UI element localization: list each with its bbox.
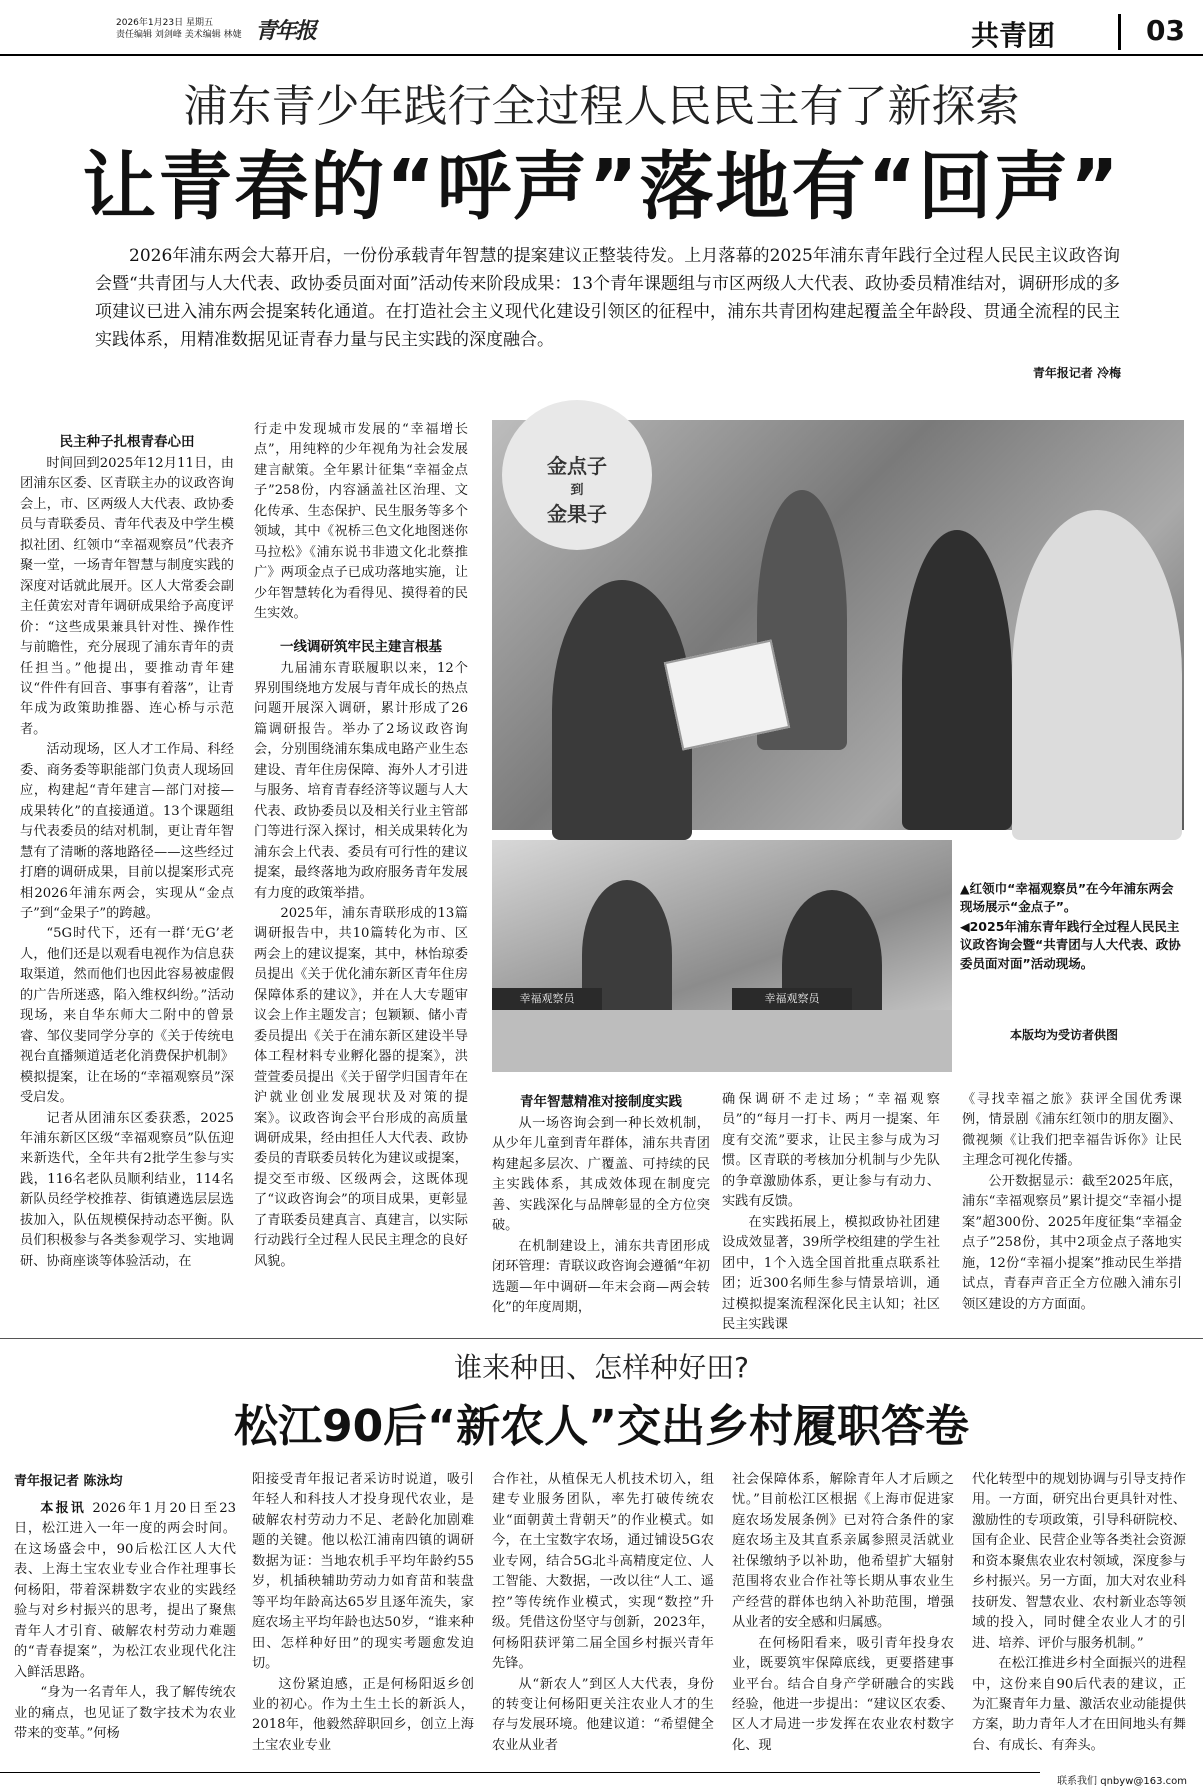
article1-byline: 青年报记者 冷梅 (1032, 366, 1121, 380)
article2-column-2 (252, 1470, 474, 1762)
golden-idea-sign (502, 400, 652, 550)
caption-1: ▲红领巾“幸福观察员”在今年浦东两会现场展示“金点子”。 (960, 881, 1174, 915)
article2-headline: 松江90后“新农人”交出乡村履职答卷 (233, 1401, 970, 1452)
article1-column-5 (962, 1090, 1182, 1322)
article1-column-3 (492, 1090, 710, 1322)
page-number: 03 (1146, 14, 1185, 47)
paragraph: 九届浦东青联履职以来，12个界别围绕地方发展与青年成长的热点问题开展深入调研，累计形成了26篇调研报告。举办了2场议政咨询会，分别围绕浦东集成电路产业生态建设、青年住房保障、海外人才引进与服务、培育青春经济等议题与人大代表、政协委员以及相关行业主管部门等进行深入探讨，相关成果转化为浦东会上代表、委员有可行性的建议提案，最终落地为政府服务青年发展有力度的政策举措。 (254, 660, 468, 901)
article1-column-4 (722, 1090, 940, 1332)
top-rule (0, 54, 1203, 56)
masthead-date-block (116, 18, 276, 41)
section-divider (1118, 14, 1121, 50)
article-separator (0, 1338, 1203, 1339)
section-name: 共青团 (970, 19, 1055, 52)
subhead-3: 青年智慧精准对接制度实践 (520, 1094, 682, 1110)
paragraph: 从“新农人”到区人大代表，身份的转变让何杨阳更关注农业人才的生存与发展环境。他建议道：“希望健全农业从业者 (492, 1676, 714, 1753)
sign-text: 金点子 (547, 454, 607, 478)
paragraph (14, 1499, 236, 1683)
adult-figure (1012, 510, 1182, 840)
paragraph: 代化转型中的规划协调与引导支持作用。一方面，研究出台更具针对性、激励性的专项政策，引导科研院校、国有企业、民营企业等各类社会资源和资本聚焦农业农村领域，深度参与乡村振兴。另一方面，加大对农业科技研发、智慧农业、农村新业态等领域的投入，同时健全农业人才的引进、培养、评价与服务机制。” (972, 1472, 1186, 1651)
paragraph: 合作社，从植保无人机技术切入，组建专业服务团队，率先打破传统农业“面朝黄土背朝天”的作业模式。如今，在土宝数字农场，通过铺设5G农业专网，结合5G北斗高精度定位、人工智能、大数据，一改以往“人工、遥控”等传统作业模式，实现“数控”升级。凭借这份坚守与创新，2023年，何杨阳获评第二届全国乡村振兴青年先锋。 (492, 1472, 714, 1672)
paragraph: 2025年，浦东青联形成的13篇调研报告中，共10篇转化为市、区两会上的建议提案，其中，林怡琼委员提出《关于优化浦东新区青年住房保障体系的建议》，并在人大专题审议会上作主题发言；包颖颖、储小青委员提出《关于在浦东新区建设半导体工程材料专业孵化器的提案》，洪萱萱委员提出《关于留学归国青年在沪就业创业发展现状及对策的提案》。议政咨询会平台形成的高质量调研成果，经由担任人大代表、政协委员的青联委员转化为建议或提案，提交至市级、区级两会，这既体现了“议政咨询会”的项目成果，更彰显了青联委员建真言、真建言，以实际行动践行全过程人民民主理念的良好风貌。 (254, 905, 468, 1269)
editors-line: 责任编辑 刘剑峰 美术编辑 林婕 (116, 29, 242, 40)
article2-column-4 (732, 1470, 954, 1762)
subhead-1: 民主种子扎根青春心田 (59, 434, 195, 450)
issue-date: 2026年1月23日 星期五 (116, 18, 213, 28)
meeting-table (492, 1010, 952, 1072)
article1-column-2 (254, 420, 468, 1322)
paragraph: “5G时代下，还有一群‘无G’老人，他们还是以观看电视作为信息获取渠道，然而他们也因此容易被虚假的广告所迷惑，陷入维权纠纷。”活动现场，来自华东师大二附中的曾景睿、邹仪斐同学分享的《关于传统电视台直播频道适老化消费保护机制》模拟提案，让在场的“幸福观察员”深受启发。 (20, 926, 234, 1106)
photo-observer-presentation (492, 420, 1184, 830)
article2-column-3 (492, 1470, 714, 1762)
article1-headline: 让青春的“呼声”落地有“回声” (82, 144, 1121, 230)
photo-credit: 本版均为受访者供图 (1010, 1028, 1119, 1042)
lead-label: 本报讯 (40, 1501, 86, 1516)
paragraph: 记者从团浦东区委获悉，2025年浦东新区区级“幸福观察员”队伍迎来新迭代，全年共有2批学生参与实践，116名老队员顺利结业，114名新队员经学校推荐、街镇遴选层层选拔加入，队伍规模保持动态平衡。队员们积极参与各类参观学习、实地调研、协商座谈等体验活动，在 (20, 1110, 234, 1269)
paragraph: 在松江推进乡村全面振兴的进程中，这份来自90后代表的建议，正为汇聚青年力量、激活农业动能提供方案，助力青年人才在田间地头有舞台、有成长、有奔头。 (972, 1656, 1186, 1753)
sign-text: 金果子 (547, 502, 607, 526)
paragraph: 从一场咨询会到一种长效机制，从少年儿童到青年群体，浦东共青团构建起多层次、广覆盖、可持续的民主实践体系，其成效体现在制度完善、实践深化与品牌彰显的全方位突破。 (492, 1116, 710, 1234)
paragraph: 行走中发现城市发展的“幸福增长点”，用纯粹的少年视角为社会发展建言献策。全年累计征集“幸福金点子”258份，内容涵盖社区治理、文化传承、生态保护、民生服务等多个领域，其中《祝桥三色文化地图迷你马拉松》《浦东说书非遗文化北蔡推广》两项金点子已成功落地实施，让少年智慧转化为看得见、摸得着的民生实效。 (254, 422, 468, 622)
article1-lead: 2026年浦东两会大幕开启，一份份承载青年智慧的提案建议正整装待发。上月落幕的2025年浦东青年践行全过程人民民主议政咨询会暨“共青团与人大代表、政协委员面对面”活动传来阶段成果：13个青年课题组与市区两级人大代表、政协委员精准结对，调研形成的多项建议已进入浦东两会提案转化通道。在打造社会主义现代化建设引领区的征程中，浦东共青团构建起覆盖全年龄段、贯通全流程的民主实践体系，用精准数据见证青春力量与民主实践的深度融合。 (95, 246, 1121, 351)
subhead-2: 一线调研筑牢民主建言根基 (280, 638, 442, 655)
caption-2: ◀2025年浦东青年践行全过程人民民主议政咨询会暨“共青团与人大代表、政协委员面对面”活动现场。 (960, 919, 1181, 971)
student-figure (552, 580, 692, 840)
contact-email[interactable]: 联系我们 qnbyw@163.com (1057, 1776, 1187, 1787)
paragraph: 《寻找幸福之旅》获评全国优秀课例，情景剧《浦东红领巾的朋友圈》、微视频《让我们把幸福告诉你》让民主理念可视化传播。 (962, 1092, 1182, 1169)
photo-captions (960, 880, 1182, 975)
footer-rule (0, 1772, 1040, 1780)
paragraph: 阳接受青年报记者采访时说道，吸引年轻人和科技人才投身现代农业，是破解农村劳动力不足、老龄化加剧难题的关键。他以松江浦南四镇的调研数据为证：当地农机手平均年龄约55岁，机插秧辅助劳动力如育苗和装盘等平均年龄高达65岁且逐年流失，家庭农场主平均年龄也达50岁，“谁来种田、怎样种好田”的现实考题愈发迫切。 (252, 1472, 474, 1672)
article2-byline: 青年报记者 陈泳均 (14, 1474, 123, 1489)
name-card: 幸福观察员 (732, 988, 852, 1010)
name-card: 幸福观察员 (492, 988, 602, 1010)
paragraph: 公开数据显示：截至2025年底，浦东“幸福观察员”累计提交“幸福小提案”超300份、2025年度征集“幸福金点子”258份，其中2项金点子落地实施，12份“幸福小提案”推动民生举措试点，青春声音正全方位融入浦东引领区建设的方方面面。 (962, 1173, 1182, 1312)
paragraph: 在实践拓展上，模拟政协社团建设成效显著，39所学校组建的学生社团中，1个入选全国首批重点联系社团；近300名师生参与情景培训，通过模拟提案流程深化民主认知；社区民主实践课 (722, 1214, 940, 1332)
article2-column-1 (14, 1470, 236, 1762)
paragraph: 社会保障体系，解除青年人才后顾之忧。”目前松江区根据《上海市促进家庭农场发展条例》已对符合条件的家庭农场主及其直系亲属参照灵活就业社保缴纳予以补助，他希望扩大辐射范围将农业合作社等长期从事农业生产经营的群体也纳入补助范围，增强从业者的安全感和归属感。 (732, 1472, 954, 1631)
paragraph-text: 2026年1月20日至23日，松江进入一年一度的两会时间。在这场盛会中，90后松江区人大代表、上海土宝农业专业合作社理事长何杨阳，带着深耕数字农业的实践经验与对乡村振兴的思考，提出了聚焦青年人才引育、破解农村劳动力难题的“青春提案”，为松江农业现代化注入鲜活思路。 (14, 1501, 236, 1680)
paragraph: 在何杨阳看来，吸引青年投身农业，既要筑牢保障底线，更要搭建事业平台。结合自身产学研融合的实践经验，他进一步提出：“建议区农委、区人才局进一步发挥在农业农村数字化、现 (732, 1635, 954, 1753)
article2-column-5 (972, 1470, 1186, 1762)
photo-forum-scene (492, 840, 952, 1072)
article1-column-1 (20, 430, 234, 1322)
article2-kicker: 谁来种田、怎样种好田? (454, 1351, 749, 1384)
paragraph: 活动现场，区人才工作局、科经委、商务委等职能部门负责人现场回应，构建起“青年建言—部门对接—成果转化”的直接通道。13个课题组与代表委员的结对机制，更让青年智慧有了清晰的落地路径——这些经过打磨的调研成果，目前以提案形式亮相2026年浦东两会，实现从“金点子”到“金果子”的跨越。 (20, 742, 234, 921)
paragraph: “身为一名青年人，我了解传统农业的痛点，也见证了数字技术为农业带来的变革。”何杨 (14, 1685, 236, 1741)
paragraph: 在机制建设上，浦东共青团形成闭环管理：青联议政咨询会遵循“年初选题—年中调研—年末会商—两会转化”的年度周期， (492, 1238, 710, 1316)
article1-kicker: 浦东青少年践行全过程人民民主有了新探索 (183, 81, 1020, 132)
paragraph: 确保调研不走过场；“幸福观察员”的“每月一打卡、两月一提案、年度有交流”要求，让民主参与成为习惯。区青联的考核加分机制与少先队的争章激励体系，更让参与有动力、实践有反馈。 (722, 1092, 940, 1210)
newspaper-logo: 青年报 (255, 18, 316, 44)
sign-text: 到 (570, 483, 584, 498)
adult-figure (902, 530, 1012, 830)
paragraph: 时间回到2025年12月11日，由团浦东区委、区青联主办的议政咨询会上，市、区两级人大代表、政协委员与青联委员、青年代表及中学生模拟社团、红领巾“幸福观察员”代表齐聚一堂，一场青年智慧与制度实践的深度对话就此展开。区人大常委会副主任黄宏对青年调研成果给予高度评价：“这些成果兼具针对性、操作性与前瞻性，充分展现了浦东青年的责任担当。”他提出，要推动青年建议“件件有回音、事事有着落”，让青年成为政策助推器、连心桥与示范者。 (20, 456, 234, 737)
paragraph: 这份紧迫感，正是何杨阳返乡创业的初心。作为土生土长的新浜人，2018年，他毅然辞职回乡，创立上海土宝农业专业 (252, 1676, 474, 1753)
